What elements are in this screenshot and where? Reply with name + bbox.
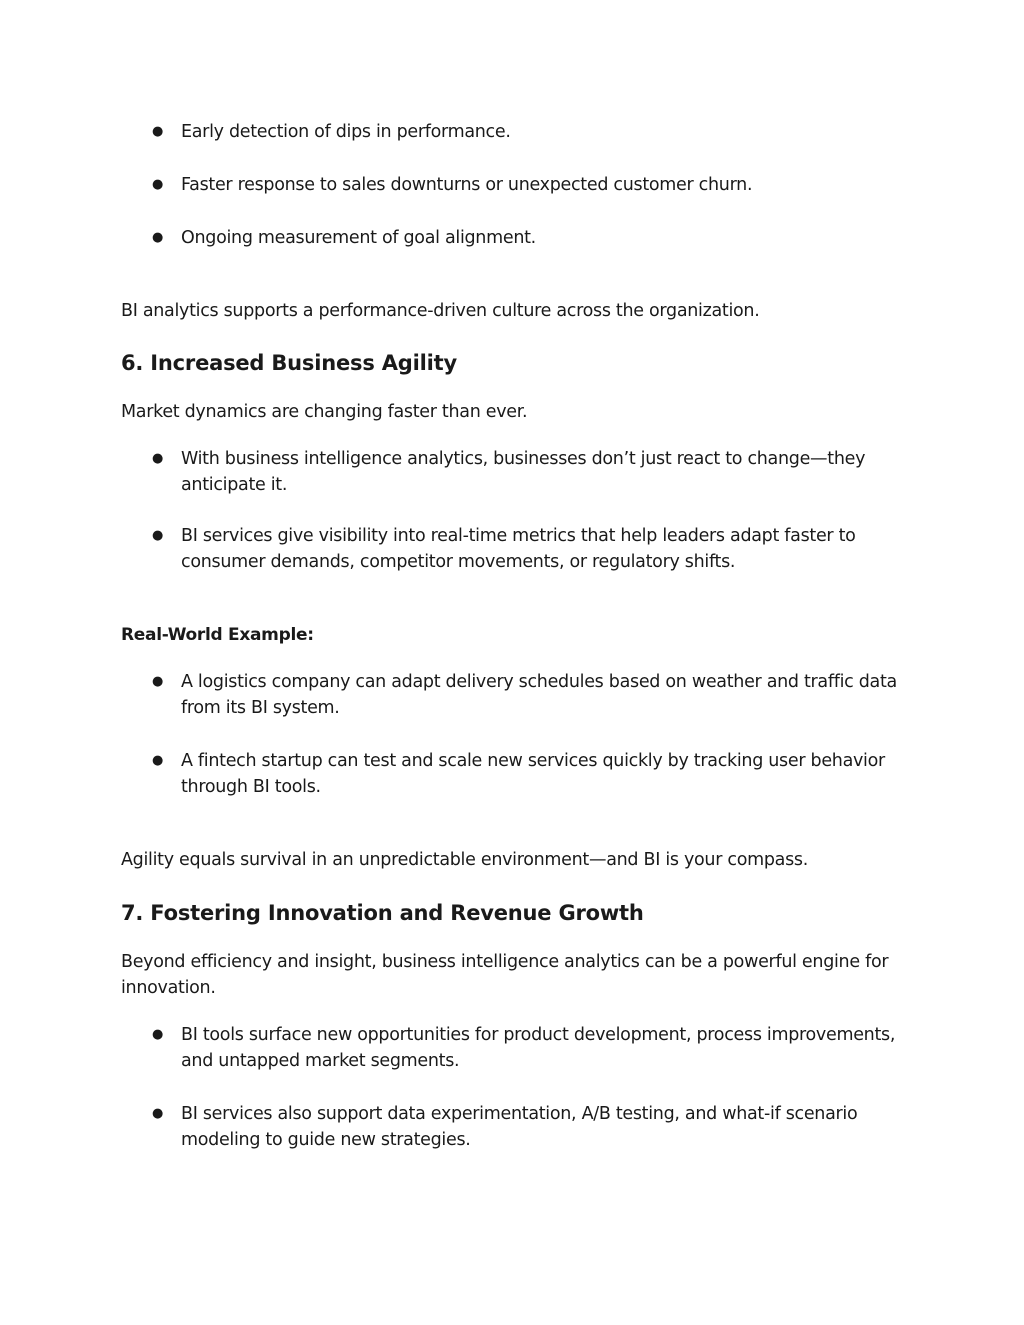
- bullet-marker: ●: [152, 230, 164, 245]
- bullet-marker: ●: [152, 124, 164, 139]
- section-heading-innovation: 7. Fostering Innovation and Revenue Growth: [121, 901, 644, 925]
- bullet-marker: ●: [152, 528, 164, 543]
- list-item: Ongoing measurement of goal alignment.: [181, 228, 536, 248]
- bullet-marker: ●: [152, 753, 164, 768]
- section6-closing: Agility equals survival in an unpredictable environment—and BI is your compass.: [121, 850, 808, 870]
- bullet-marker: ●: [152, 177, 164, 192]
- list-item: BI services also support data experimentation, A/B testing, and what-if scenario modeling to guide new strategies.: [181, 1104, 858, 1150]
- section-heading-agility: 6. Increased Business Agility: [121, 351, 457, 375]
- bullet-marker: ●: [152, 451, 164, 466]
- bullet-marker: ●: [152, 674, 164, 689]
- list-item: With business intelligence analytics, businesses don’t just react to change—they anticipate it.: [181, 449, 866, 495]
- bullet-marker: ●: [152, 1027, 164, 1042]
- paragraph-performance: BI analytics supports a performance-driven culture across the organization.: [121, 301, 760, 321]
- list-item: Early detection of dips in performance.: [181, 122, 511, 142]
- list-item: Faster response to sales downturns or unexpected customer churn.: [181, 175, 753, 195]
- section7-intro: Beyond efficiency and insight, business intelligence analytics can be a powerful engine for innovation.: [121, 952, 889, 998]
- list-item: A logistics company can adapt delivery schedules based on weather and traffic data from its BI system.: [181, 672, 897, 718]
- list-item: A fintech startup can test and scale new services quickly by tracking user behavior through BI tools.: [181, 751, 885, 797]
- section6-intro: Market dynamics are changing faster than ever.: [121, 402, 528, 422]
- bullet-marker: ●: [152, 1106, 164, 1121]
- list-item: BI tools surface new opportunities for product development, process improvements, and untapped market segments.: [181, 1025, 896, 1071]
- example-heading: Real-World Example:: [121, 625, 314, 645]
- list-item: BI services give visibility into real-time metrics that help leaders adapt faster to consumer demands, competitor movements, or regulatory shifts.: [181, 526, 856, 572]
